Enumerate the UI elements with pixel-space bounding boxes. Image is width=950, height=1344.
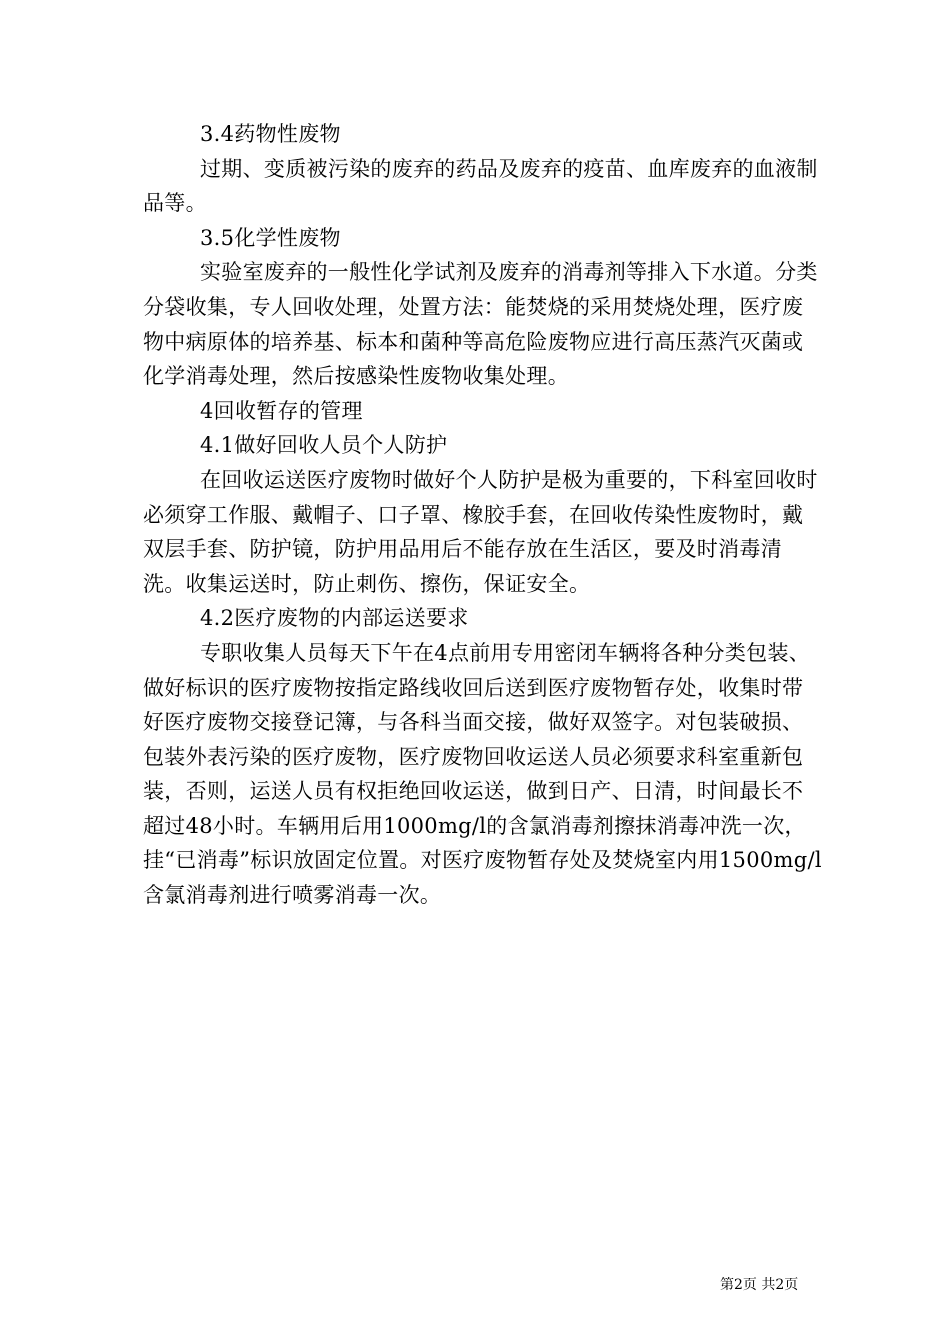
section-heading-3-4: 3.4药物性废物 [200,122,341,146]
paragraph-chemical-waste: 实验室废弃的一般性化学试剂及废弃的消毒剂等排入下水道。分类分袋收集，专人回收处理，处置方法：能焚烧的采用焚烧处理，医疗废物中病原体的培养基、标本和菌种等高危险废物应进行高压蒸汽灭菌或化学消毒处理，然后按感染性废物收集处理。 [143,260,818,389]
section-heading-4-1: 4.1做好回收人员个人防护 [200,433,448,458]
document-body [143,117,823,913]
paragraph-internal-transport: 专职收集人员每天下午在4点前用专用密闭车辆将各种分类包装、做好标识的医疗废物按指定路线收回后送到医疗废物暂存处，收集时带好医疗废物交接登记簿，与各科当面交接，做好双签字。对包装破损、包装外表污染的医疗废物，医疗废物回收运送人员必须要求科室重新包装，否则，运送人员有权拒绝回收运送，做到日产、日清，时间最长不超过48小时。车辆用后用1000mg/l的含氯消毒剂擦抹消毒冲洗一次，挂“已消毒”标识放固定位置。对医疗废物暂存处及焚烧室内用1500mg/l含氯消毒剂进行喷雾消毒一次。 [143,640,822,908]
section-heading-3-5: 3.5化学性废物 [200,225,341,250]
paragraph-medicinal-waste: 过期、变质被污染的废弃的药品及废弃的疫苗、血库废弃的血液制品等。 [143,156,818,216]
paragraph-personal-protection: 在回收运送医疗废物时做好个人防护是极为重要的，下科室回收时必须穿工作服、戴帽子、口子罩、橡胶手套，在回收传染性废物时，戴双层手套、防护镜，防护用品用后不能存放在生活区，要及时消毒清洗。收集运送时，防止刺伤、擦伤，保证安全。 [143,467,818,596]
section-heading-4: 4回收暂存的管理 [200,398,363,423]
page-number-footer: 第2页 共2页 [720,1277,799,1293]
section-heading-4-2: 4.2医疗废物的内部运送要求 [200,606,469,631]
